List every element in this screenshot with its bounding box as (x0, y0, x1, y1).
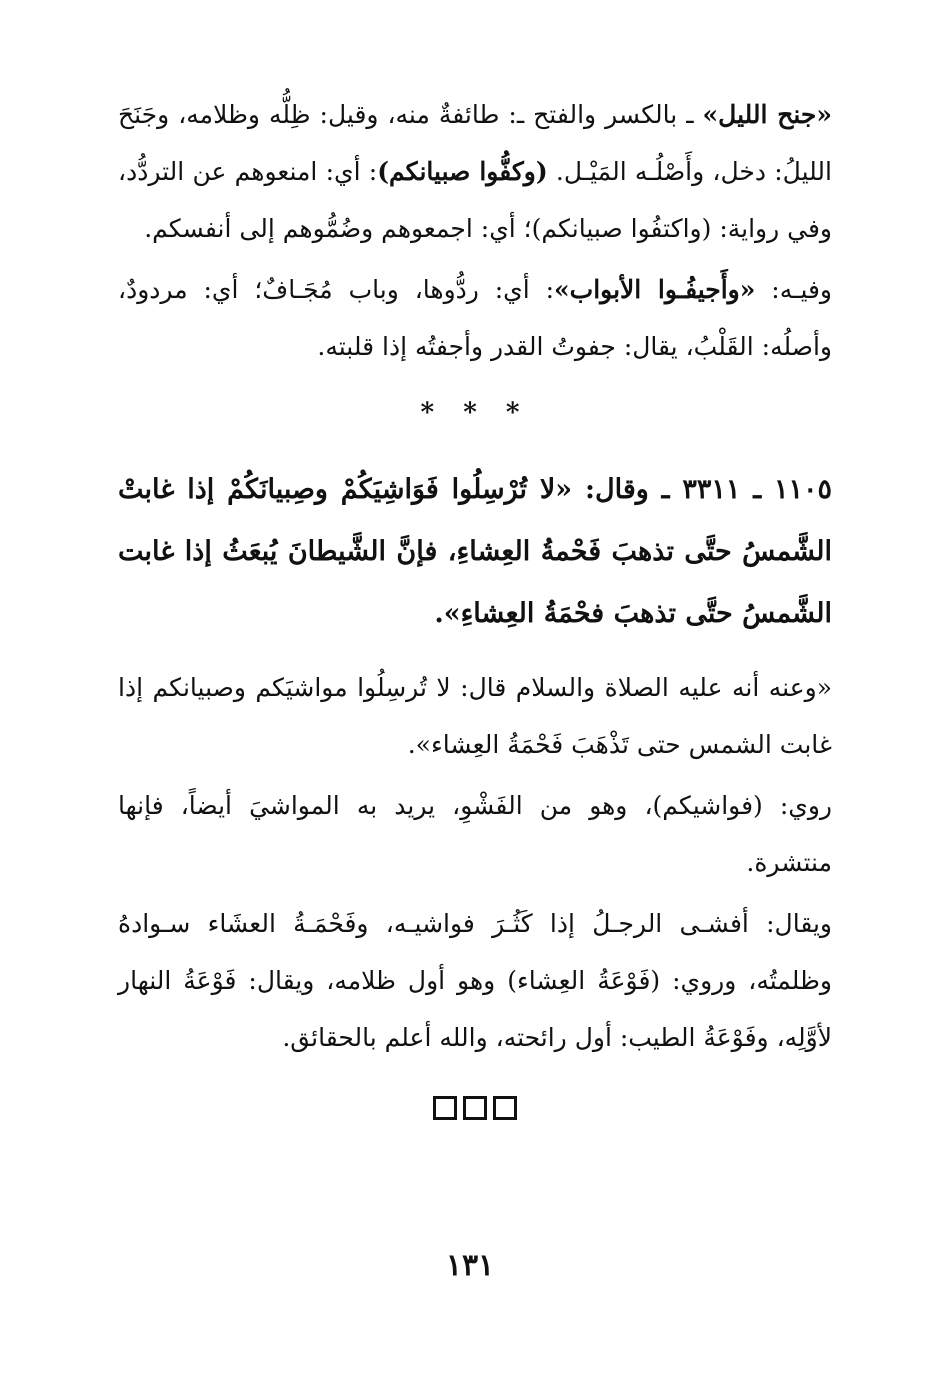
paragraph-2-start: وفيـه: (755, 275, 833, 304)
paragraph-3: «وعنه أنه عليه الصلاة والسلام قال: لا تُرسِلُوا مواشيَكم وصبيانكم إذا غابت الشمس حتى تَذْهَبَ فَحْمَةُ العِشاء». (118, 673, 832, 759)
term-janh-al-layl: «جنح الليل» (702, 100, 832, 129)
square-ornament (493, 1096, 517, 1120)
paragraph-1-text-a: ـ بالكسر والفتح ـ: طائفةٌ منه، وقيل: ظِلُّه وظلامه، وجَنَحَ الليلُ: دخل، وأَصْلُـه المَيْـل. (118, 100, 832, 186)
end-of-section-squares (118, 1096, 832, 1126)
paragraph-2-text: : أي: ردُّوها، وباب مُجَـافٌ؛ أي: مردودٌ، وأصلُه: القَلْبُ، يقال: جفوتُ القدر وأجفتُه إذا قلبته. (118, 275, 832, 361)
paragraph-1-text-b: : أي: امنعوهم عن التردُّد، وفي رواية: (واكتفُوا صبيانكم)؛ أي: اجمعوهم وضُمُّوهم إلى أنفسكم. (118, 157, 832, 243)
term-kuffu-sibyanakum: (وكفُّوا صبيانكم) (377, 157, 548, 186)
paragraph-1 (118, 86, 832, 257)
hadith-text: ١١٠٥ ـ ٣٣١١ ـ وقال: «لا تُرْسِلُوا فَوَاشِيَكُمْ وصِبيانَكُمْ إذا غابتْ الشَّمسُ حتَّى تذهبَ فَحْمةُ العِشاءِ، فإنَّ الشَّيطانَ يُبعَثُ إذا غابت الشَّمسُ حتَّى تذهبَ فحْمَةُ العِشاءِ». (118, 474, 832, 629)
term-ajifu-al-abwab: «وأَجيفُـوا الأبواب» (554, 275, 756, 304)
page-number: ١٣١ (445, 1248, 495, 1283)
square-ornament (463, 1096, 487, 1120)
section-divider-stars: * * * (420, 398, 530, 428)
paragraph-5: ويقال: أفشـى الرجـلُ إذا كَثُـرَ فواشيـه، وفَحْمَـةُ العشَاء سـوادهُ وظلمتُه، وروي: (فَوْعَةُ العِشاء) وهو أول ظلامه، ويقال: فَوْعَةُ النهار لأوَّلِه، وفَوْعَةُ الطيب: أول رائحته، والله أعلم بالحقائق. (118, 909, 832, 1052)
page-body (118, 86, 832, 1126)
square-ornament (433, 1096, 457, 1120)
paragraph-4: روي: (فواشيكم)، وهو من الفَشْوِ، يريد به المواشيَ أيضاً، فإنها منتشرة. (118, 791, 832, 877)
paragraph-2 (118, 261, 832, 375)
